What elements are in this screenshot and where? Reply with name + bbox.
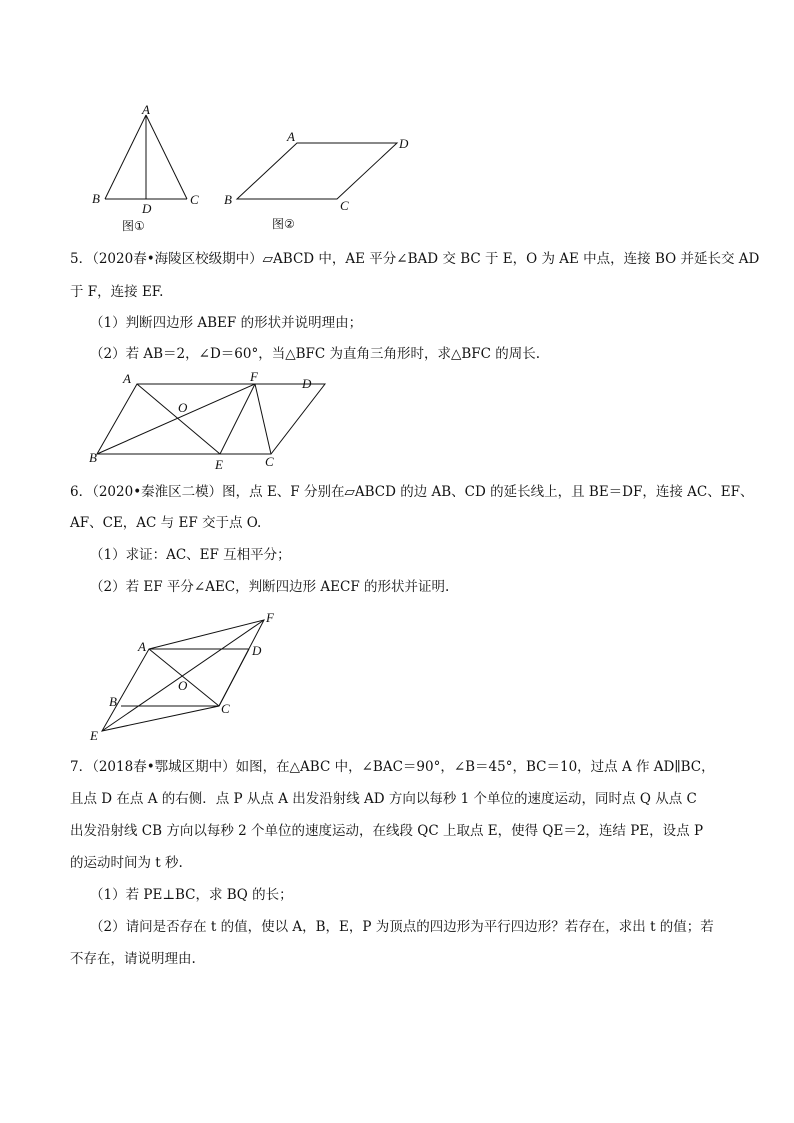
q5-line-1: 5．（2020春•海陵区校级期中）▱ABCD 中，AE 平分∠BAD 交 BC 于 E，O 为 AE 中点，连接 BO 并延长交 AD [70,251,760,267]
label-d: D [399,136,409,151]
q5-segment-ef [220,384,255,454]
q6-line-1: 6．（2020•秦淮区二模）图，点 E、F 分别在▱ABCD 的边 AB、CD 的延长线上，且 BE＝DF，连接 AC、EF、 [70,484,754,500]
figure-q5 [85,370,330,480]
q5-part-1: （1）判断四边形 ABEF 的形状并说明理由； [90,315,363,331]
label-d: D [302,376,312,391]
q6-line-2: AF、CE，AC 与 EF 交于点 O. [70,515,262,531]
label-o: O [178,400,188,415]
label-a: A [123,371,131,386]
label-b: B [89,450,97,465]
label-a: A [138,639,146,654]
triangle-side-ab [105,115,146,199]
label-f: F [266,610,274,625]
label-d: D [252,643,262,658]
q5-segment-bf [97,384,255,454]
triangle-side-ac [146,115,187,199]
label-b: B [224,192,232,207]
q7-line-1: 7．（2018春•鄂城区期中）如图，在△ABC 中，∠BAC＝90°，∠B＝45°，BC＝10，过点 A 作 AD∥BC， [70,759,715,775]
parallelogram-abcd [237,143,397,199]
q5-segment-fc [255,384,271,454]
label-e: E [215,457,223,472]
q6-part-2: （2）若 EF 平分∠AEC，判断四边形 AECF 的形状并证明. [90,579,450,595]
label-a: A [142,102,150,117]
label-b: B [92,191,100,206]
label-c: C [265,454,274,469]
figure-parallelogram [220,128,420,233]
label-c: C [221,701,230,716]
q7-part-1: （1）若 PE⊥BC，求 BQ 的长； [90,887,293,903]
q5-line-2: 于 F，连接 EF. [70,284,164,300]
q6-diagonal-ef [102,620,264,731]
label-e: E [90,728,98,743]
label-a: A [287,129,295,144]
q6-part-1: （1）求证：AC、EF 互相平分； [90,547,291,563]
q7-line-3: 出发沿射线 CB 方向以每秒 2 个单位的速度运动，在线段 QC 上取点 E，使得 QE＝2，连结 PE，设点 P [70,823,704,839]
label-c: C [190,192,199,207]
q7-line-2: 且点 D 在点 A 的右侧．点 P 从点 A 出发沿射线 AD 方向以每秒 1 个单位的速度运动，同时点 Q 从点 C [70,791,697,807]
figure-triangle [85,100,210,235]
figure-q6 [85,610,285,745]
label-c: C [340,198,349,213]
figure-caption-2: 图② [272,217,295,231]
q5-parallelogram-abcd [97,384,325,454]
q7-line-4: 的运动时间为 t 秒. [70,855,183,871]
label-d: D [142,201,152,216]
label-f: F [250,370,258,384]
q5-segment-ae [137,384,220,454]
label-o: O [178,678,188,693]
figure-caption-1: 图① [122,219,145,233]
q7-part-2a: （2）请问是否存在 t 的值，使以 A，B，E，P 为顶点的四边形为平行四边形？若存在，求出 t 的值；若 [90,919,714,935]
q5-part-2: （2）若 AB＝2，∠D＝60°，当△BFC 为直角三角形时，求△BFC 的周长. [90,346,541,362]
q7-part-2b: 不存在，请说明理由. [70,951,196,967]
label-b: B [109,694,117,709]
q6-side-dc [219,649,249,706]
